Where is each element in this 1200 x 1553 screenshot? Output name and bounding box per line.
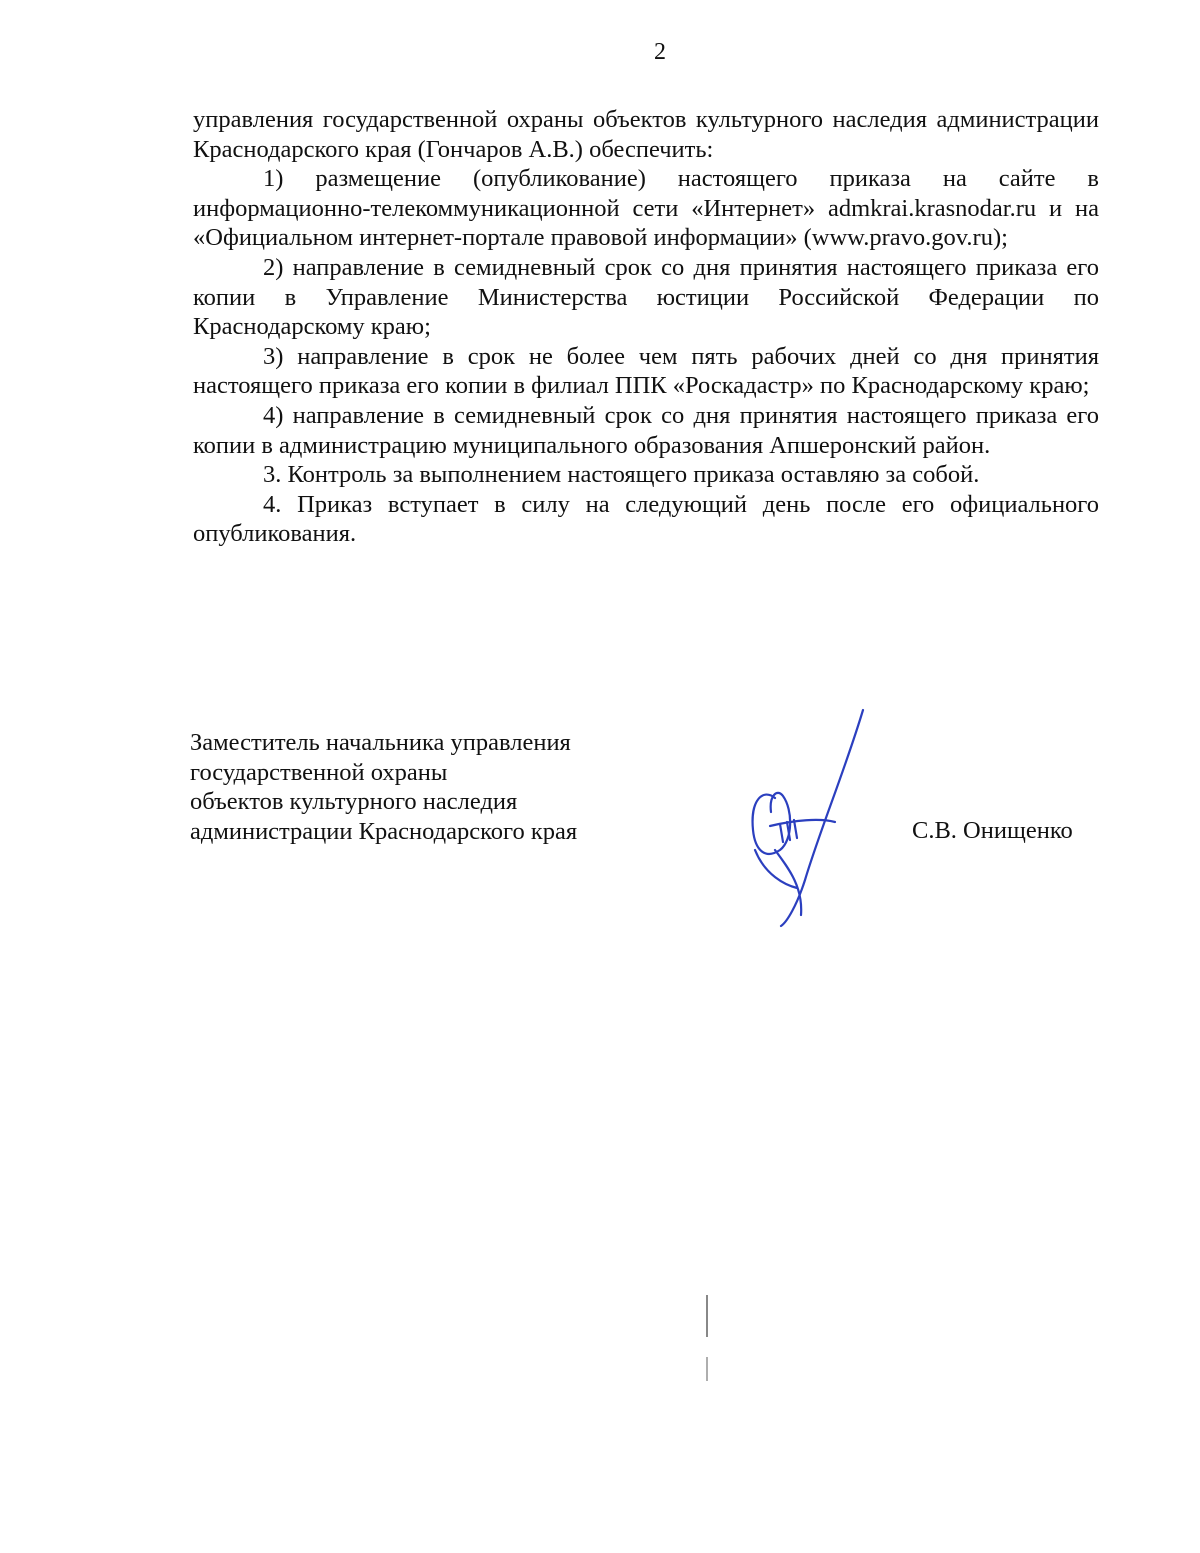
scan-margin-mark bbox=[700, 1295, 714, 1385]
signatory-title-line: администрации Краснодарского края bbox=[190, 817, 578, 845]
signatory-title-line: Заместитель начальника управления bbox=[190, 729, 571, 756]
paragraph-intro: управления государственной охраны объектов культурного наследия администрации Краснодарского края (Гончаров А.В.) обеспечить: bbox=[193, 106, 1099, 163]
paragraph-item-1: 1) размещение (опубликование) настоящего приказа на сайте в информационно-телекоммуникационной сети «Интернет» admkrai.krasnodar.ru и на «Официальном интернет-портале правовой информации» (www.pravo.gov.ru); bbox=[193, 165, 1099, 252]
signatory-title bbox=[190, 728, 790, 846]
paragraph-item-4: 4) направление в семидневный срок со дня принятия настоящего приказа его копии в администрацию муниципального образования Апшеронский район. bbox=[193, 401, 1099, 459]
paragraph-clause-4: 4. Приказ вступает в силу на следующий день после его официального опубликования. bbox=[193, 490, 1099, 548]
paragraph-item-3: 3) направление в срок не более чем пять рабочих дней со дня принятия настоящего приказа его копии в филиал ППК «Роскадастр» по Краснодарскому краю; bbox=[193, 342, 1099, 400]
paragraph-clause-3: 3. Контроль за выполнением настоящего приказа оставляю за собой. bbox=[263, 461, 980, 489]
signatory-title-line: объектов культурного наследия bbox=[190, 788, 518, 816]
signatory-name: С.В. Онищенко bbox=[912, 817, 1073, 844]
handwritten-signature bbox=[735, 700, 875, 940]
document-body bbox=[193, 105, 1099, 549]
signatory-title-line: государственной охраны bbox=[190, 758, 448, 786]
paragraph-item-2: 2) направление в семидневный срок со дня принятия настоящего приказа его копии в Управление Министерства юстиции Российской Федерации по Краснодарскому краю; bbox=[193, 253, 1099, 341]
page-number: 2 bbox=[654, 39, 666, 65]
